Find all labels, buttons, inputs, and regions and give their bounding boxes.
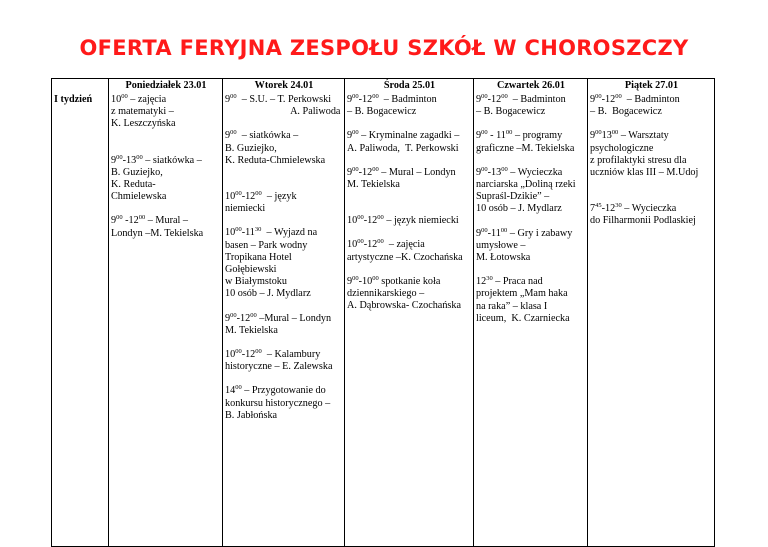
day-cell-wednesday (345, 94, 474, 547)
activity-entry: $9^{00}-12^{00}$ –Mural – Londyn M. Tekielska (225, 311, 332, 336)
activity-entry: $9^{00}$ – Kryminalne zagadki – A. Paliwoda, T. Perkowski (347, 129, 460, 154)
activity-entry: $9^{00}-12^{00}$ – Badminton – B. Bogacewicz (590, 93, 680, 118)
day-cell-monday (109, 94, 223, 547)
activity-entry: $10^{00}-12^{00}$ – język niemiecki (347, 214, 459, 227)
entry-spacer (476, 118, 586, 130)
corner-cell (52, 79, 109, 95)
entry-spacer (225, 167, 343, 191)
activity-entry: $7^{45}-12^{30}$ – Wycieczka do Filharmonii Podlaskiej (590, 202, 696, 227)
entry-spacer (347, 118, 472, 130)
activity-entry: $9^{00} - S.U$. – T. Perkowski A. Paliwoda (225, 93, 343, 118)
week-row (52, 94, 715, 547)
activity-entry: $10^{00}-12^{00}$ – język niemiecki (225, 190, 297, 215)
entry-spacer (225, 373, 343, 385)
entry-spacer (111, 203, 221, 215)
day-cell-friday (588, 94, 715, 547)
entry-spacer (347, 227, 472, 239)
activity-entry: $9^{00}-12^{00}$ – Mural – Londyn M. Tekielska (347, 165, 456, 191)
activity-entry: $9^{00}-12^{00}$ – Badminton – B. Bogacewicz (476, 93, 566, 118)
activity-entry: $9^{00}$ – siatkówka – B. Guziejko, K. Reduta-Chmielewska (225, 129, 326, 166)
activity-entry: $9^{00} - 11^{00}$ – programy graficzne –M. Tekielska (476, 129, 575, 154)
entry-spacer (225, 301, 343, 313)
activity-entry: $9^{00}-13^{00}$ – siatkówka – B. Guziejko, K. Reduta- Chmielewska (111, 153, 202, 203)
activity-entry: $9^{00}-11^{00}$ – Gry i zabawy umysłowe – M. Łotowska (476, 226, 573, 264)
entry-spacer (225, 118, 343, 130)
day-cell-tuesday (223, 94, 345, 547)
entry-spacer (347, 191, 472, 215)
day-header-friday: Piątek 27.01 (588, 79, 715, 95)
activity-entry: $10^{00}-12^{00}$ – Kalambury historyczne – E. Zalewska (225, 348, 333, 373)
entry-spacer (111, 131, 221, 155)
header-row (52, 79, 715, 95)
entry-spacer (347, 155, 472, 167)
day-header-monday: Poniedziałek 23.01 (109, 79, 223, 95)
week-label: I tydzień (52, 94, 109, 547)
activity-entry: $9^{00}$ $-12^{00}$ – Mural – Londyn –M. Tekielska (111, 214, 204, 239)
entry-spacer (225, 215, 343, 227)
day-cell-thursday (474, 94, 588, 547)
entry-spacer (590, 118, 713, 130)
activity-entry: $10^{00}-11^{30}$ – Wyjazd na basen – Park wodny Tropikana Hotel Gołębiewski w Białymstoku 10 osób – J. Mydlarz (225, 226, 318, 300)
entry-spacer (590, 179, 713, 203)
activity-entry: $9^{00}13^{00}$ – Warsztaty psychologiczne z profilaktyki stresu dla uczniów klas III – M.Udoj (590, 129, 699, 179)
activity-entry: $9^{00}-12^{00}$ – Badminton – B. Bogacewicz (347, 93, 437, 118)
activity-entry: $14^{00}$ – Przygotowanie do konkursu historycznego – B. Jabłońska (225, 384, 331, 421)
day-header-tuesday: Wtorek 24.01 (223, 79, 345, 95)
day-header-thursday: Czwartek 26.01 (474, 79, 588, 95)
entry-spacer (476, 155, 586, 167)
entry-spacer (347, 264, 472, 276)
entry-spacer (476, 216, 586, 228)
schedule-table (51, 78, 715, 547)
activity-entry: $12^{30}$ – Praca nad projektem „Mam haka na raka” – klasa I liceum, K. Czarniecka (476, 275, 570, 324)
activity-entry: $10^{00}$ – zajęcia z matematyki – K. Leszczyńska (111, 93, 176, 130)
activity-entry: $9^{00}-10^{00}$ spotkanie koła dziennikarskiego – A. Dąbrowska- Czochańska (347, 274, 462, 312)
day-header-wednesday: Środa 25.01 (345, 79, 474, 95)
activity-entry: $10^{00}-12^{00}$ – zajęcia artystyczne –K. Czochańska (347, 238, 463, 263)
page-title: OFERTA FERYJNA ZESPOŁU SZKÓŁ W CHOROSZCZY (79, 36, 689, 60)
activity-entry: $9^{00}-13^{00}$ – Wycieczka narciarska „Doliną rzeki Supraśl-Dzikie” – 10 osób – J. Mydlarz (476, 165, 576, 215)
entry-spacer (225, 337, 343, 349)
